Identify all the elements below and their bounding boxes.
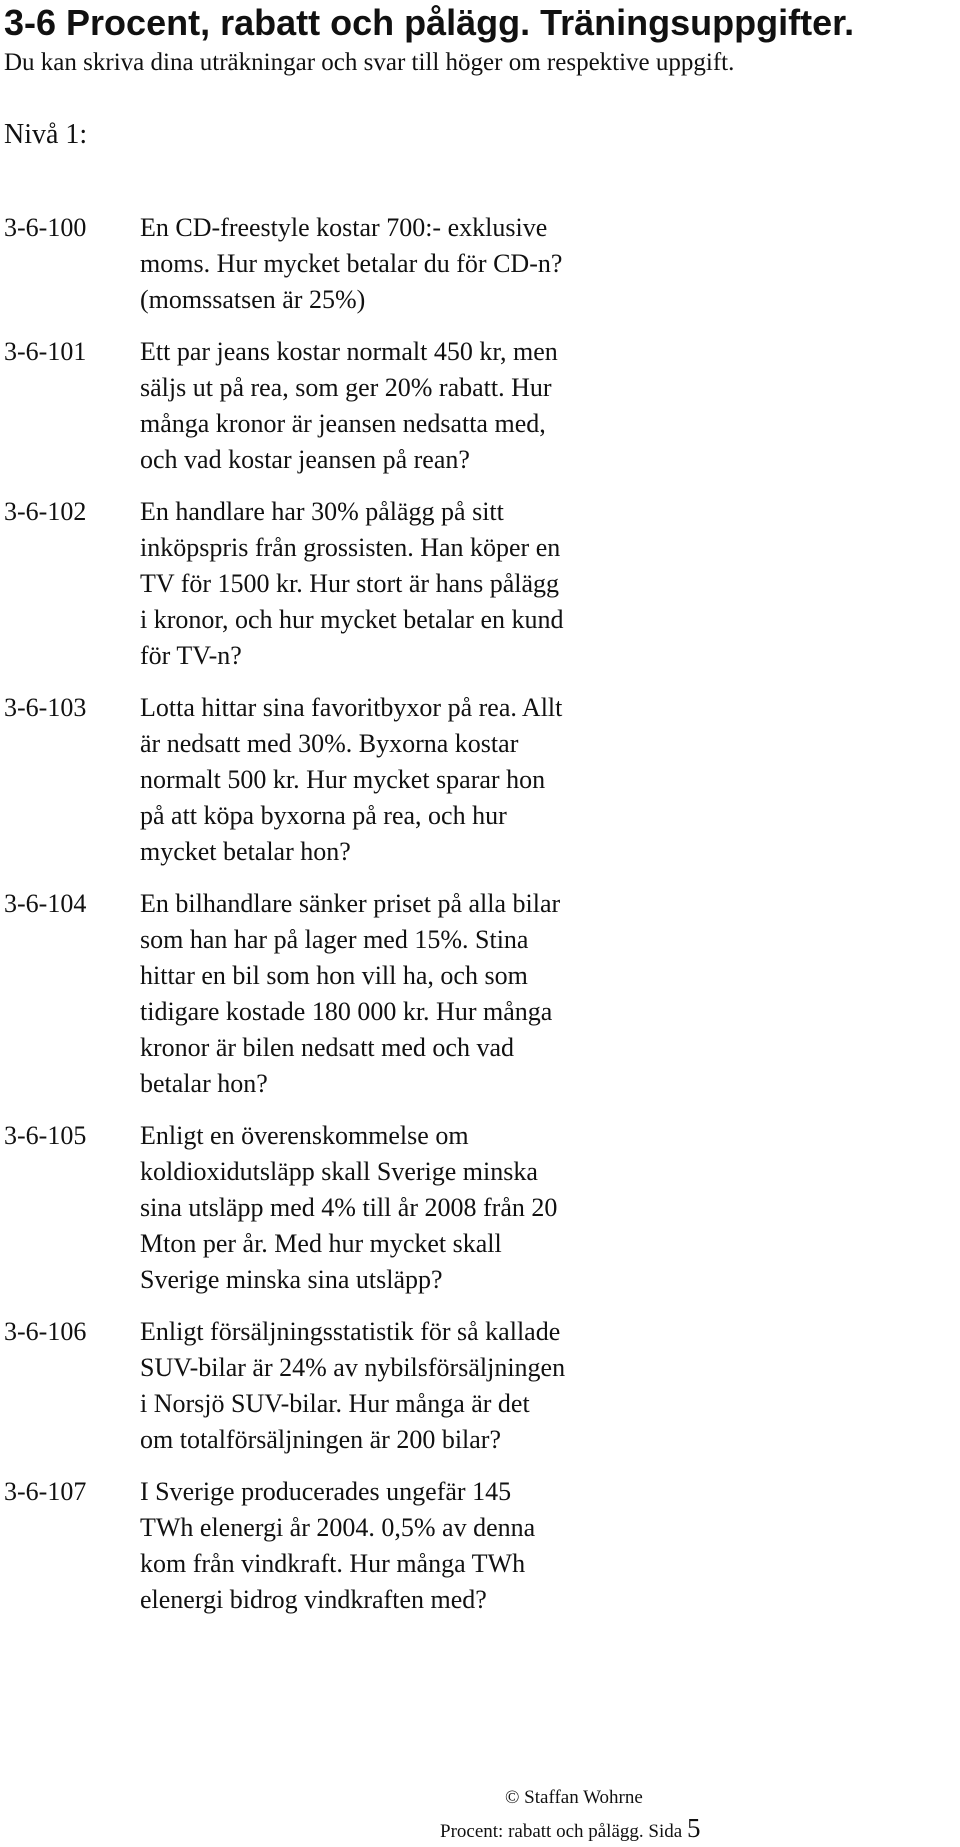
task-line: är nedsatt med 30%. Byxorna kostar	[140, 729, 519, 758]
task-item	[4, 210, 724, 318]
task-line: tidigare kostade 180 000 kr. Hur många	[140, 997, 553, 1026]
task-text	[140, 1118, 660, 1298]
task-line: sina utsläpp med 4% till år 2008 från 20	[140, 1193, 558, 1222]
task-item	[4, 1474, 724, 1618]
level-heading: Nivå 1:	[4, 119, 88, 150]
task-number: 3-6-101	[4, 337, 87, 366]
task-text	[140, 1314, 660, 1458]
task-text	[140, 210, 660, 318]
task-line: normalt 500 kr. Hur mycket sparar hon	[140, 765, 546, 794]
task-line: inköpspris från grossisten. Han köper en	[140, 533, 561, 562]
task-line: SUV-bilar är 24% av nybilsförsäljningen	[140, 1353, 566, 1382]
task-line: (momssatsen är 25%)	[140, 285, 366, 314]
task-line: En CD-freestyle kostar 700:- exklusive	[140, 213, 548, 242]
task-text	[140, 690, 660, 870]
task-line: på att köpa byxorna på rea, och hur	[140, 801, 507, 830]
task-line: elenergi bidrog vindkraften med?	[140, 1585, 487, 1614]
task-item	[4, 886, 724, 1102]
task-line: mycket betalar hon?	[140, 837, 351, 866]
instructions: Du kan skriva dina uträkningar och svar till höger om respektive uppgift.	[4, 49, 735, 76]
task-line: för TV-n?	[140, 641, 242, 670]
page-number: 5	[686, 1813, 701, 1843]
task-line: koldioxidutsläpp skall Sverige minska	[140, 1157, 538, 1186]
task-number: 3-6-102	[4, 497, 87, 526]
task-text	[140, 886, 660, 1102]
task-item	[4, 690, 724, 870]
page-title: 3-6 Procent, rabatt och pålägg. Träningsuppgifter.	[4, 2, 855, 43]
task-line: Ett par jeans kostar normalt 450 kr, men	[140, 337, 558, 366]
task-line: kom från vindkraft. Hur många TWh	[140, 1549, 526, 1578]
task-line: Enligt försäljningsstatistik för så kallade	[140, 1317, 561, 1346]
task-number: 3-6-104	[4, 889, 87, 918]
page-footer	[440, 1814, 700, 1846]
task-text	[140, 334, 660, 478]
task-line: i kronor, och hur mycket betalar en kund	[140, 605, 564, 634]
task-line: kronor är bilen nedsatt med och vad	[140, 1033, 514, 1062]
task-line: säljs ut på rea, som ger 20% rabatt. Hur	[140, 373, 552, 402]
task-line: Sverige minska sina utsläpp?	[140, 1265, 443, 1294]
task-number: 3-6-105	[4, 1121, 87, 1150]
footer-label: Procent: rabatt och pålägg. Sida	[440, 1821, 683, 1842]
task-number: 3-6-100	[4, 213, 87, 242]
task-line: om totalförsäljningen är 200 bilar?	[140, 1425, 502, 1454]
task-line: Enligt en överenskommelse om	[140, 1121, 469, 1150]
task-number: 3-6-106	[4, 1317, 87, 1346]
task-line: En bilhandlare sänker priset på alla bilar	[140, 889, 561, 918]
task-text	[140, 1474, 660, 1618]
task-line: Mton per år. Med hur mycket skall	[140, 1229, 502, 1258]
task-item	[4, 1118, 724, 1298]
task-line: betalar hon?	[140, 1069, 268, 1098]
task-line: Lotta hittar sina favoritbyxor på rea. Allt	[140, 693, 563, 722]
task-line: som han har på lager med 15%. Stina	[140, 925, 529, 954]
task-list	[4, 210, 724, 1634]
task-number: 3-6-103	[4, 693, 87, 722]
task-line: TV för 1500 kr. Hur stort är hans pålägg	[140, 569, 560, 598]
task-line: hittar en bil som hon vill ha, och som	[140, 961, 528, 990]
task-line: många kronor är jeansen nedsatta med,	[140, 409, 546, 438]
task-line: och vad kostar jeansen på rean?	[140, 445, 470, 474]
task-item	[4, 494, 724, 674]
task-line: moms. Hur mycket betalar du för CD-n?	[140, 249, 563, 278]
task-item	[4, 334, 724, 478]
task-line: I Sverige producerades ungefär 145	[140, 1477, 512, 1506]
task-number: 3-6-107	[4, 1477, 87, 1506]
task-item	[4, 1314, 724, 1458]
task-line: TWh elenergi år 2004. 0,5% av denna	[140, 1513, 536, 1542]
copyright-notice: © Staffan Wohrne	[505, 1787, 643, 1808]
task-line: i Norsjö SUV-bilar. Hur många är det	[140, 1389, 530, 1418]
task-line: En handlare har 30% pålägg på sitt	[140, 497, 504, 526]
task-text	[140, 494, 660, 674]
